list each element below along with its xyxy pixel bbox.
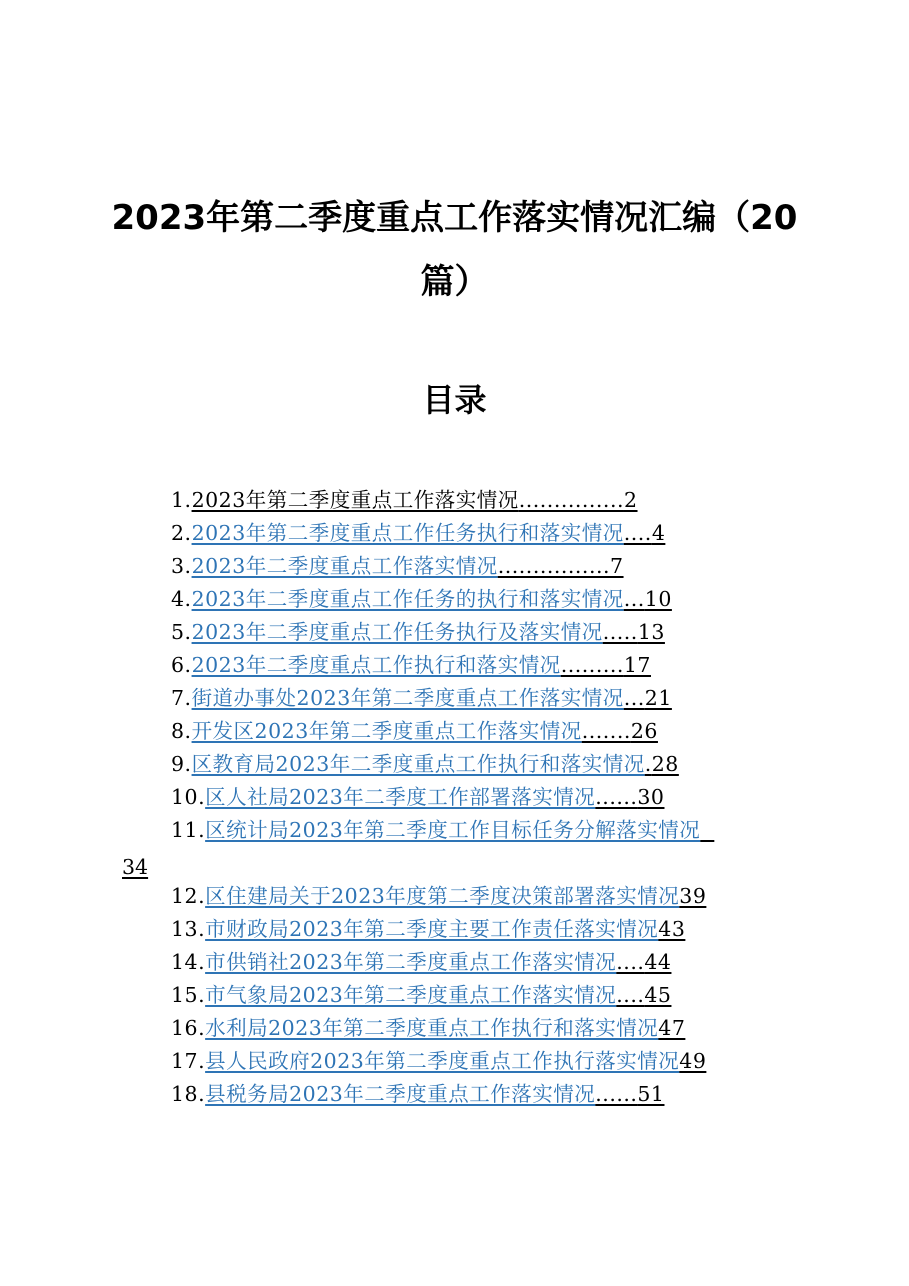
toc-entry-page: 17: [623, 653, 651, 677]
toc-entry-number: 11.: [171, 818, 206, 842]
toc-entry-link[interactable]: 水利局2023年第二季度重点工作执行和落实情况: [205, 1016, 659, 1040]
toc-entry-link[interactable]: 县税务局2023年二季度重点工作落实情况: [205, 1082, 596, 1106]
toc-entry[interactable]: [171, 913, 685, 946]
toc-entry-number: 10.: [171, 785, 206, 809]
toc-entry-leader: ......: [595, 1082, 638, 1106]
toc-entry-leader: ...: [623, 686, 645, 710]
toc-entry-number: 2.: [171, 521, 192, 545]
toc-entry-page: 21: [644, 686, 672, 710]
toc-entry-link[interactable]: 市气象局2023年第二季度重点工作落实情况: [205, 983, 617, 1007]
toc-entry-link[interactable]: 2023年二季度重点工作执行和落实情况: [191, 653, 561, 677]
toc-entry-number: 18.: [171, 1082, 206, 1106]
toc-entry-link[interactable]: 2023年二季度重点工作落实情况: [191, 554, 498, 578]
toc-entry-page: 44: [644, 950, 672, 974]
toc-entry[interactable]: [171, 715, 658, 748]
toc-entry-number: 6.: [171, 653, 192, 677]
toc-entry-number: 17.: [171, 1049, 206, 1073]
toc-entry-page: 26: [630, 719, 658, 743]
toc-entry-link[interactable]: 2023年二季度重点工作任务的执行和落实情况: [191, 587, 624, 611]
toc-entry-leader: ...: [623, 587, 645, 611]
toc-entry[interactable]: [171, 616, 665, 649]
toc-entry-page: 30: [637, 785, 665, 809]
toc-heading: 目录: [422, 381, 487, 419]
toc-entry[interactable]: [171, 814, 714, 847]
toc-entry-link[interactable]: 区住建局关于2023年度第二季度决策部署落实情况: [205, 884, 680, 908]
toc-entry[interactable]: [171, 979, 671, 1012]
toc-entry-number: 8.: [171, 719, 192, 743]
toc-entry-link[interactable]: 区教育局2023年二季度重点工作执行和落实情况: [191, 752, 645, 776]
toc-entry-page: 47: [658, 1016, 686, 1040]
toc-entry-number: 12.: [171, 884, 206, 908]
toc-entry[interactable]: [171, 1045, 706, 1078]
toc-entry-page: 45: [644, 983, 672, 1007]
toc-entry-page: 39: [679, 884, 707, 908]
toc-entry-link[interactable]: 市供销社2023年第二季度重点工作落实情况: [205, 950, 617, 974]
toc-entry-link[interactable]: 街道办事处2023年第二季度重点工作落实情况: [191, 686, 624, 710]
toc-entry[interactable]: [171, 748, 679, 781]
toc-entry-leader: .........: [560, 653, 624, 677]
toc-entry-number: 1.: [171, 488, 192, 512]
toc-entry-leader: ......: [595, 785, 638, 809]
toc-entry-leader: ................: [497, 554, 610, 578]
toc-entry-page: 28: [651, 752, 679, 776]
toc-entry[interactable]: [171, 682, 672, 715]
toc-entry-page: 4: [651, 521, 666, 545]
toc-entry[interactable]: [171, 583, 672, 616]
toc-entry-page: 43: [658, 917, 686, 941]
toc-entry-number: 9.: [171, 752, 192, 776]
toc-entry-page: 10: [644, 587, 672, 611]
toc-entry-page: 49: [679, 1049, 707, 1073]
toc-entry-page: 13: [637, 620, 665, 644]
toc-entry-leader: .......: [581, 719, 631, 743]
toc-entry-number: 15.: [171, 983, 206, 1007]
toc-entry-link[interactable]: 2023年第二季度重点工作落实情况: [191, 488, 519, 512]
toc-entry[interactable]: [171, 1012, 685, 1045]
toc-entry[interactable]: [171, 550, 624, 583]
toc-entry[interactable]: [171, 1078, 664, 1111]
toc-entry-link[interactable]: 县人民政府2023年第二季度重点工作执行落实情况: [205, 1049, 680, 1073]
toc-entry[interactable]: [171, 484, 638, 517]
toc-entry-link[interactable]: 区统计局2023年第二季度工作目标任务分解落实情况: [205, 818, 701, 842]
toc-entry-leader: ....: [623, 521, 652, 545]
toc-entry[interactable]: [171, 880, 706, 913]
toc-entry[interactable]: [171, 649, 651, 682]
toc-entry-leader: .....: [602, 620, 638, 644]
toc-entry-leader: ....: [616, 983, 645, 1007]
toc-entry-link[interactable]: 2023年二季度重点工作任务执行及落实情况: [191, 620, 603, 644]
toc-entry-number: 13.: [171, 917, 206, 941]
toc-entry-number: 5.: [171, 620, 192, 644]
toc-entry-link[interactable]: 区人社局2023年二季度工作部署落实情况: [205, 785, 596, 809]
document-title-line-2: 篇）: [420, 262, 489, 302]
toc-entry[interactable]: [171, 781, 664, 814]
toc-entry-number: 14.: [171, 950, 206, 974]
toc-entry-leader: [700, 818, 714, 842]
toc-entry-number: 4.: [171, 587, 192, 611]
toc-entry-leader: .: [644, 752, 652, 776]
toc-entry[interactable]: [171, 517, 665, 550]
toc-entry-leader: ....: [616, 950, 645, 974]
toc-entry-page: 2: [623, 488, 638, 512]
toc-entry-number: 16.: [171, 1016, 206, 1040]
toc-entry-number: 3.: [171, 554, 192, 578]
toc-entry-leader: ...............: [518, 488, 624, 512]
toc-entry-link[interactable]: 市财政局2023年第二季度主要工作责任落实情况: [205, 917, 659, 941]
toc-entry-link[interactable]: 开发区2023年第二季度重点工作落实情况: [191, 719, 582, 743]
document-title-line-1: 2023年第二季度重点工作落实情况汇编（20: [111, 198, 798, 238]
toc-entry-page: 34: [122, 855, 149, 879]
toc-entry-page: 7: [610, 554, 624, 578]
toc-entry-number: 7.: [171, 686, 192, 710]
toc-entry-page: 51: [637, 1082, 665, 1106]
toc-entry-link[interactable]: 2023年第二季度重点工作任务执行和落实情况: [191, 521, 624, 545]
toc-entry[interactable]: [171, 946, 671, 979]
